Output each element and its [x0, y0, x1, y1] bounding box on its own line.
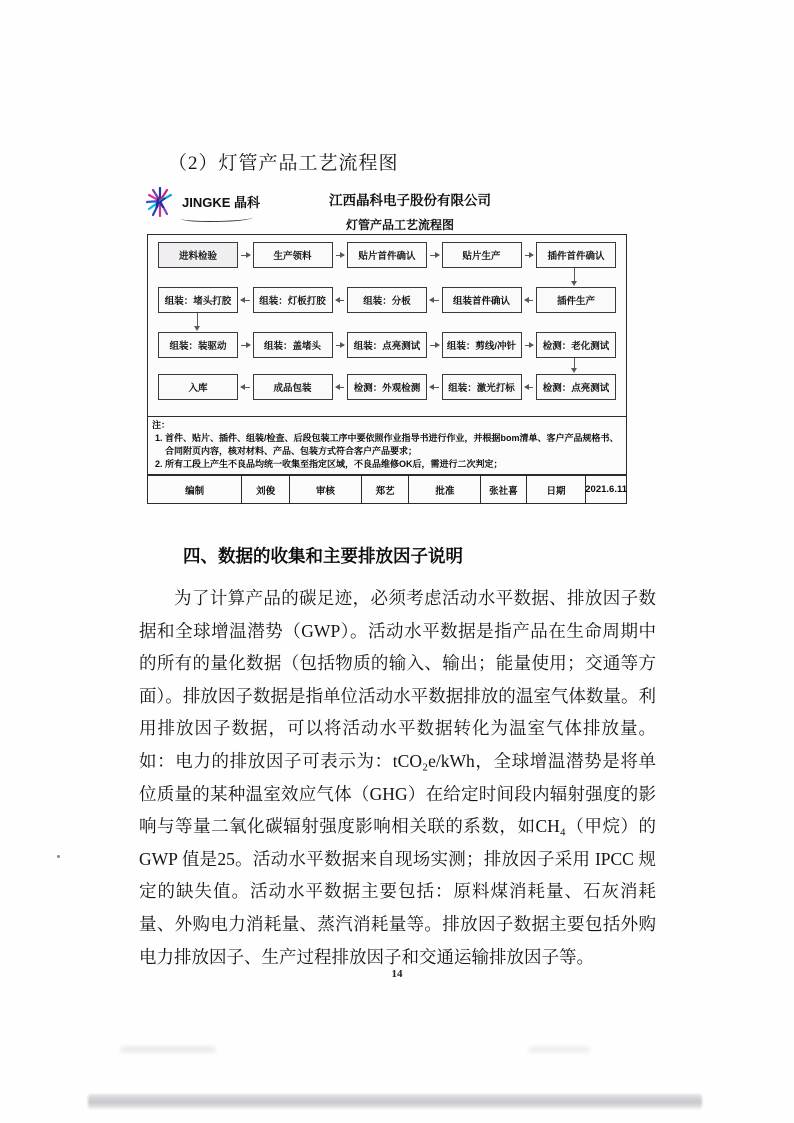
flow-step-box: 贴片首件确认: [347, 242, 427, 268]
flow-step-box: 生产领料: [253, 242, 333, 268]
flow-step-box: 进料检验: [158, 242, 238, 268]
page-number: 14: [391, 968, 403, 980]
flow-step-box: 组装：点亮测试: [347, 332, 427, 358]
notes-section: [148, 416, 626, 474]
page-edge-shadow: [88, 1094, 702, 1109]
page-heading: （2）灯管产品工艺流程图: [168, 153, 399, 174]
flow-row-3: [158, 332, 616, 358]
logo-starburst-icon: [145, 186, 179, 218]
arrow-right-icon: [336, 345, 345, 346]
arrow-right-icon: [525, 345, 534, 346]
flow-step-box: 入库: [158, 374, 238, 400]
arrow-left-icon: [430, 387, 439, 388]
signature-cell-label: 日期: [526, 476, 586, 503]
signature-cell-label: 编制: [185, 485, 205, 497]
flowchart-diagram: [148, 235, 626, 416]
note-line-1: 1. 首件、贴片、插件、组装/检查、后段包装工序中要依照作业指导书进行作业，并根据bom清单、客户产品规格书、合同附页内容，核对材料、产品、包装方式符合客户产品要求；: [155, 433, 619, 457]
logo-text: JINGKE 晶科: [182, 195, 261, 210]
svg-text:K: K: [155, 195, 166, 212]
flow-step-box: 检测：点亮测试: [536, 374, 616, 400]
arrow-left-icon: [430, 300, 439, 301]
arrow-left-icon: [336, 300, 345, 301]
section-heading: 四、数据的收集和主要排放因子说明: [183, 546, 463, 566]
flow-step-box: 组装首件确认: [442, 287, 522, 313]
arrow-right-icon: [241, 345, 250, 346]
signature-cell-value: 2021.6.11: [585, 476, 626, 503]
flow-row-4: [158, 374, 616, 400]
signature-cell-value: 张社喜: [480, 476, 525, 503]
arrow-left-icon: [525, 387, 534, 388]
arrow-left-icon: [336, 387, 345, 388]
note-title: 注：: [152, 420, 171, 430]
flow-step-box: 插件生产: [536, 287, 616, 313]
logo-underline: [181, 214, 253, 222]
flow-step-box: 检测：老化测试: [536, 332, 616, 358]
signature-cell-value: 刘俊: [241, 476, 289, 503]
body-paragraph: 为了计算产品的碳足迹，必须考虑活动水平数据、排放因子数据和全球增温潜势（GWP）。活动水平数据是指产品在生命周期中的所有的量化数据（包括物质的输入、输出；能量使用；交通等方面）。排放因子数据是指单位活动水平数据排放的温室气体数量。利用排放因子数据，可以将活动水平数据转化为温室气体排放量。如：电力的排放因子可表示为：tCO₂e/kWh，全球增温潜势是将单位质量的某种温室效应气体（GHG）在给定时间段内辐射强度的影响与等量二氧化碳辐射强度影响相关联的系数，如CH₄（甲烷）的 GWP 值是25。活动水平数据来自现场实测；排放因子采用 IPCC 规定的缺失值。活动水平数据主要包括：原料煤消耗量、石灰消耗量、外购电力消耗量、蒸汽消耗量等。排放因子数据主要包括外购电力排放因子、生产过程排放因子和交通运输排放因子等。: [139, 588, 656, 967]
note-line-2: 2. 所有工段上产生不良品均统一收集至指定区域，不良品维修OK后，需进行二次判定；: [155, 459, 503, 470]
flow-row-2: [158, 287, 616, 313]
scan-smudge-right: [528, 1046, 590, 1053]
arrow-right-icon: [336, 255, 345, 256]
flow-step-box: 组装：剪线/冲针: [442, 332, 522, 358]
arrow-right-icon: [430, 345, 439, 346]
signature-cell-value: 郑艺: [361, 476, 409, 503]
arrow-down-icon: [197, 313, 198, 326]
arrow-down-icon: [574, 358, 575, 368]
flow-step-box: 成品包装: [253, 374, 333, 400]
arrow-right-icon: [430, 255, 439, 256]
signature-cell-label: 批准: [408, 476, 480, 503]
flow-step-box: 组装：堵头打胶: [158, 287, 238, 313]
company-name: 江西晶科电子股份有限公司: [329, 193, 491, 208]
company-logo: [145, 186, 260, 218]
arrow-left-icon: [241, 300, 250, 301]
signature-cell-label: 审核: [289, 476, 361, 503]
flow-row-1: [158, 242, 616, 268]
arrow-left-icon: [525, 300, 534, 301]
arrow-down-icon: [574, 268, 575, 281]
arrow-right-icon: [241, 255, 250, 256]
scan-smudge-left: [120, 1046, 216, 1053]
flow-step-box: 组装：激光打标: [442, 374, 522, 400]
flow-step-box: 组装：装驱动: [158, 332, 238, 358]
flow-step-box: 插件首件确认: [536, 242, 616, 268]
flow-step-box: 检测：外观检测: [347, 374, 427, 400]
scan-speck: [57, 855, 60, 858]
arrow-left-icon: [241, 387, 250, 388]
arrow-right-icon: [525, 255, 534, 256]
signature-table: [148, 474, 626, 503]
flow-step-box: 组装：盖堵头: [253, 332, 333, 358]
flowchart-frame: [147, 234, 627, 504]
flow-step-box: 贴片生产: [442, 242, 522, 268]
flow-step-box: 组装：分板: [347, 287, 427, 313]
flow-step-box: 组装：灯板打胶: [253, 287, 333, 313]
flowchart-title: 灯管产品工艺流程图: [345, 218, 454, 232]
